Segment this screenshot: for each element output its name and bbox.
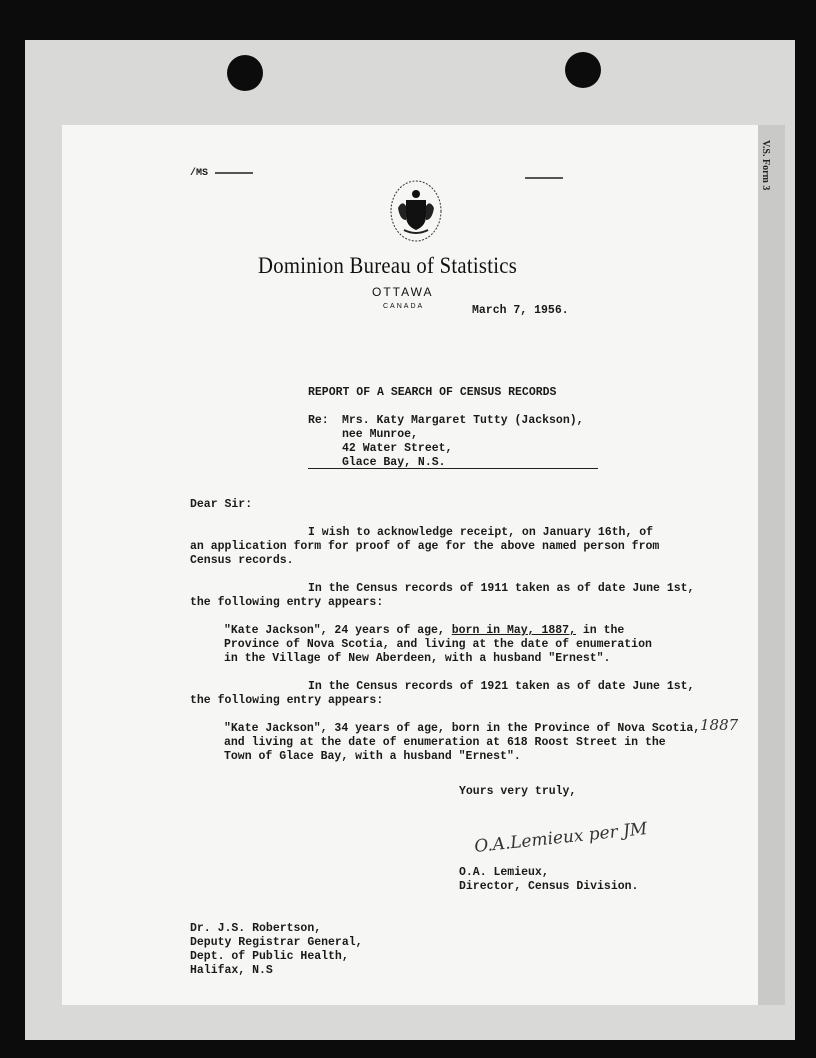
- recipient-line: Deputy Registrar General,: [190, 936, 363, 949]
- birth-date-underlined: born in May, 1887,: [451, 624, 576, 637]
- para1-line: I wish to acknowledge receipt, on January 16th, of: [308, 526, 654, 539]
- quote1-line: Province of Nova Scotia, and living at the date of enumeration: [224, 638, 652, 651]
- paper-clip-mark: [215, 172, 253, 174]
- subject-line: REPORT OF A SEARCH OF CENSUS RECORDS: [308, 386, 557, 399]
- quote2-line: and living at the date of enumeration at 618 Roost Street in the: [224, 736, 666, 749]
- para1-line: Census records.: [190, 554, 294, 567]
- recipient-line: Dept. of Public Health,: [190, 950, 349, 963]
- form-label: V.S. Form 3: [760, 140, 771, 191]
- signature: O.A.Lemieux per JM: [473, 818, 649, 858]
- signer-title: Director, Census Division.: [459, 880, 639, 893]
- coat-of-arms-seal-icon: [388, 178, 444, 244]
- para3-line: In the Census records of 1921 taken as of date June 1st,: [308, 680, 695, 693]
- re-line: Mrs. Katy Margaret Tutty (Jackson),: [342, 414, 584, 427]
- quote1-text: "Kate Jackson", 24 years of age,: [224, 624, 452, 637]
- re-line: nee Munroe,: [342, 428, 418, 441]
- re-line: 42 Water Street,: [342, 442, 453, 455]
- salutation: Dear Sir:: [190, 498, 253, 511]
- quote1-text: in the: [575, 624, 625, 637]
- country: CANADA: [383, 303, 425, 310]
- form-edge: [757, 125, 785, 1005]
- para1-line: an application form for proof of age for the above named person from: [190, 540, 660, 553]
- letter-date: March 7, 1956.: [472, 304, 569, 317]
- punch-hole: [227, 55, 263, 91]
- closing: Yours very truly,: [459, 785, 577, 798]
- para3-line: the following entry appears:: [190, 694, 384, 707]
- quote1-line: [224, 624, 624, 639]
- punch-hole: [565, 52, 601, 88]
- initials-mark: /MS: [190, 168, 209, 179]
- re-line: Glace Bay, N.S.: [342, 456, 446, 469]
- paper-clip-mark: [525, 177, 563, 179]
- quote1-line: in the Village of New Aberdeen, with a husband "Ernest".: [224, 652, 611, 665]
- handwritten-year: 1887: [700, 716, 739, 734]
- para2-line: the following entry appears:: [190, 596, 384, 609]
- quote2-line: Town of Glace Bay, with a husband "Ernest".: [224, 750, 521, 763]
- divider: [308, 468, 598, 469]
- para2-line: In the Census records of 1911 taken as of date June 1st,: [308, 582, 695, 595]
- re-label: Re:: [308, 414, 329, 427]
- quote2-line: "Kate Jackson", 34 years of age, born in the Province of Nova Scotia,: [224, 722, 701, 735]
- recipient-line: Halifax, N.S: [190, 964, 273, 977]
- organization-name: Dominion Bureau of Statistics: [258, 253, 518, 278]
- signer-name: O.A. Lemieux,: [459, 866, 549, 879]
- city: OTTAWA: [372, 285, 434, 299]
- recipient-line: Dr. J.S. Robertson,: [190, 922, 322, 935]
